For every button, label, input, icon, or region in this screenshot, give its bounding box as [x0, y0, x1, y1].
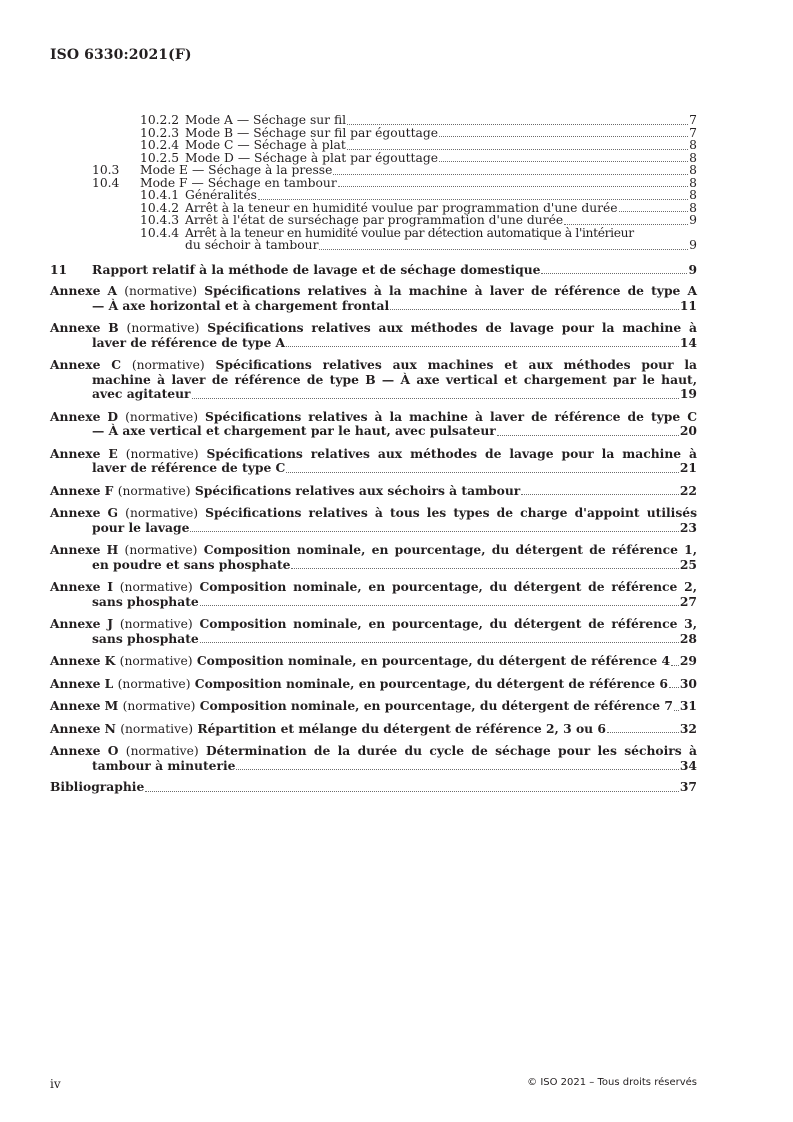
annex-label: Annexe H — [50, 542, 119, 557]
toc-entry-number: 10.4.4 — [140, 225, 180, 240]
toc-entry-title: Composition nominale, en pourcentage, du détergent de référence 7 — [199, 698, 673, 713]
annex-label: Annexe E — [50, 445, 118, 461]
toc-entry-page: 22 — [679, 482, 697, 498]
toc-entry-page: 14 — [679, 334, 697, 350]
toc-entry[interactable] — [50, 139, 697, 152]
dot-leader — [669, 687, 679, 688]
toc-entry-title: tambour à minuterie — [92, 757, 236, 773]
dot-leader — [347, 149, 688, 150]
toc-entry-title: — À axe vertical et chargement par le haut, avec pulsateur — [92, 423, 496, 438]
toc-entry-annex[interactable] — [50, 654, 697, 669]
toc-entry-annex[interactable] — [50, 543, 697, 572]
toc-entry-number: 10.4.3 — [140, 213, 180, 227]
toc-entry-annex[interactable] — [50, 447, 697, 476]
toc-entry-page: 11 — [679, 297, 697, 313]
copyright-notice: © ISO 2021 – Tous droits réservés — [527, 1077, 697, 1088]
toc-entry[interactable] — [50, 261, 697, 277]
toc-entry-title: Spécifications relatives à la machine à laver de référence de type C — [205, 408, 697, 424]
annex-list — [50, 284, 697, 773]
dot-leader — [190, 531, 678, 532]
toc-entry-title: Composition nominale, en pourcentage, du détergent de référence 6 — [194, 675, 668, 691]
toc-entry-title: machine à laver de référence de type B — À axe vertical et chargement par le haut, — [92, 371, 697, 387]
toc-entry-number: 10.3 — [92, 163, 120, 177]
toc-entry-title: Spécifications relatives aux séchoirs à tambour — [194, 482, 521, 498]
toc-entry-annex[interactable] — [50, 284, 697, 313]
annex-normative: (normative) — [119, 654, 193, 668]
annex-normative: (normative) — [131, 358, 205, 372]
table-of-contents — [50, 114, 697, 794]
dot-leader — [333, 174, 688, 175]
annex-normative: (normative) — [125, 744, 199, 758]
annex-normative: (normative) — [125, 409, 198, 424]
toc-entry-number: 10.2.5 — [140, 150, 180, 165]
toc-entry-annex[interactable] — [50, 484, 697, 499]
toc-entry-number: 10.2.2 — [140, 113, 180, 127]
toc-entry-title: Arrêt à la teneur en humidité voulue par programmation d'une durée — [185, 200, 618, 215]
annex-normative: (normative) — [124, 284, 198, 298]
toc-entry-page: 31 — [679, 698, 697, 713]
toc-entry-page: 8 — [689, 175, 697, 190]
toc-entry-page: 34 — [679, 757, 697, 773]
toc-entry-title: Composition nominale, en pourcentage, du détergent de référence 3, — [199, 616, 698, 631]
toc-entry-page: 21 — [679, 460, 697, 475]
dot-leader — [674, 710, 679, 711]
toc-entry-title: pour le lavage — [92, 519, 190, 535]
dot-leader — [521, 494, 679, 495]
toc-entry-title: Mode D — Séchage à plat par égouttage — [185, 150, 438, 165]
annex-normative: (normative) — [120, 721, 194, 736]
dot-leader — [258, 199, 688, 200]
toc-entry-title: en poudre et sans phosphate — [92, 556, 291, 572]
toc-entry-page: 37 — [679, 779, 697, 794]
toc-entry-page: 32 — [679, 720, 697, 736]
annex-label: Annexe D — [50, 408, 119, 424]
toc-entry-title: Mode A — Séchage sur fil — [185, 113, 347, 127]
annex-normative: (normative) — [125, 446, 199, 461]
toc-entry-page: 8 — [689, 163, 697, 177]
toc-entry-annex[interactable] — [50, 677, 697, 692]
toc-entry-annex[interactable] — [50, 410, 697, 439]
toc-entry[interactable] — [50, 189, 697, 202]
toc-entry[interactable] — [50, 227, 697, 240]
annex-normative: (normative) — [124, 543, 198, 557]
toc-entry-title: Composition nominale, en pourcentage, du détergent de référence 2, — [199, 579, 697, 594]
dot-leader — [319, 249, 688, 250]
annex-label: Annexe C — [50, 357, 121, 372]
dot-leader — [192, 398, 679, 399]
dot-leader — [619, 211, 689, 212]
toc-entry-title: du séchoir à tambour — [185, 238, 319, 252]
annex-label: Annexe J — [50, 616, 114, 631]
dot-leader — [607, 732, 679, 733]
toc-entry-title: Spécifications relatives à la machine à laver de référence de type A — [204, 283, 698, 298]
toc-entry-title: sans phosphate — [92, 630, 199, 646]
toc-entry-title: Composition nominale, en pourcentage, du détergent de référence 1, — [203, 542, 697, 557]
document-header: ISO 6330:2021(F) — [50, 47, 192, 63]
annex-normative: (normative) — [122, 699, 196, 713]
toc-entry-page: 28 — [679, 630, 697, 646]
toc-entry-annex[interactable] — [50, 744, 697, 773]
toc-entry-page: 23 — [679, 519, 697, 535]
toc-entry-title: — À axe horizontal et à chargement frontal — [92, 297, 390, 313]
dot-leader — [564, 224, 688, 225]
annex-label: Annexe G — [50, 505, 119, 520]
toc-entry-page: 25 — [679, 556, 697, 572]
dot-leader — [200, 605, 679, 606]
toc-entry-annex[interactable] — [50, 580, 697, 609]
dot-leader — [439, 161, 688, 162]
toc-entry-page: 9 — [689, 213, 697, 227]
toc-entry-number: 10.2.3 — [140, 125, 180, 140]
toc-entry-annex[interactable] — [50, 722, 697, 737]
toc-entry-page: 27 — [679, 593, 697, 609]
annex-label: Annexe M — [50, 698, 119, 713]
toc-entry-annex[interactable] — [50, 358, 697, 402]
toc-entry-number: 10.4 — [92, 175, 120, 190]
toc-entry-title: Généralités — [185, 188, 257, 202]
toc-entry-page: 8 — [689, 188, 697, 202]
toc-entry-annex[interactable] — [50, 699, 697, 714]
dot-leader — [338, 186, 688, 187]
toc-entry-title: Mode C — Séchage à plat — [185, 138, 346, 152]
annex-label: Annexe B — [50, 320, 119, 335]
annex-label: Annexe L — [50, 675, 114, 691]
dot-leader — [671, 665, 679, 666]
toc-entry-title: Arrêt à l'état de surséchage par programmation d'une durée — [185, 213, 564, 227]
toc-entry-title: Mode E — Séchage à la presse — [140, 163, 333, 177]
dot-leader — [497, 435, 679, 436]
dot-leader — [145, 791, 679, 792]
annex-normative: (normative) — [119, 580, 193, 594]
toc-entry-number: 10.4.1 — [140, 188, 180, 202]
toc-entry-title: Arrêt à la teneur en humidité voulue par détection automatique à l'intérieur — [185, 225, 634, 240]
toc-entry-page: 9 — [689, 238, 697, 252]
annex-normative: (normative) — [119, 617, 193, 631]
annex-label: Annexe A — [50, 283, 118, 298]
toc-entry-title: Mode F — Séchage en tambour — [140, 175, 337, 190]
annex-normative: (normative) — [117, 483, 191, 498]
toc-entry-page: 7 — [689, 125, 697, 140]
annex-label: Annexe N — [50, 720, 116, 736]
toc-entry-page: 8 — [689, 150, 697, 165]
toc-entry-title: Détermination de la durée du cycle de séchage pour les séchoirs à — [205, 743, 697, 758]
toc-entry[interactable] — [50, 214, 697, 227]
toc-entry-title: Mode B — Séchage sur fil par égouttage — [185, 125, 438, 140]
toc-entry-title: Répartition et mélange du détergent de référence 2, 3 ou 6 — [197, 720, 606, 736]
toc-entry-page: 29 — [679, 653, 697, 668]
toc-entry-title: Spécifications relatives aux méthodes de lavage pour la machine à — [207, 320, 698, 335]
toc-entry-title: avec agitateur — [92, 386, 191, 401]
toc-entry[interactable] — [50, 114, 697, 127]
annex-label: Annexe I — [50, 579, 113, 594]
dot-leader — [291, 568, 678, 569]
toc-entry-page: 30 — [679, 675, 697, 691]
toc-entry-bibliography[interactable] — [50, 781, 697, 794]
toc-entry-title: laver de référence de type C — [92, 460, 286, 475]
annex-label: Annexe F — [50, 482, 114, 498]
toc-entry-title: Spécifications relatives aux machines et aux méthodes pour la — [215, 357, 698, 372]
toc-entry-number: 11 — [50, 261, 68, 277]
toc-entry-number: 10.4.2 — [140, 200, 180, 215]
toc-entry-title: Rapport relatif à la méthode de lavage et de séchage domestique — [92, 261, 541, 277]
toc-entry-page: 9 — [688, 261, 697, 277]
page-number: iv — [50, 1077, 61, 1091]
annex-normative: (normative) — [125, 506, 199, 520]
toc-entry-number: 10.2.4 — [140, 138, 180, 152]
dot-leader — [390, 309, 679, 310]
toc-entry-annex[interactable] — [50, 617, 697, 646]
toc-entry-title: Spécifications relatives à tous les types de charge d'appoint utilisés — [205, 505, 698, 520]
toc-entry-title: sans phosphate — [92, 593, 199, 609]
toc-entry-page: 20 — [679, 423, 697, 438]
dot-leader — [200, 642, 679, 643]
toc-entry-title: Bibliographie — [50, 779, 145, 794]
toc-entry-page: 8 — [689, 138, 697, 152]
dot-leader — [439, 136, 688, 137]
dot-leader — [286, 346, 679, 347]
toc-entry[interactable] — [50, 164, 697, 177]
toc-entry-continuation[interactable] — [50, 239, 697, 252]
annex-label: Annexe K — [50, 653, 116, 668]
toc-entry-page: 8 — [689, 200, 697, 215]
dot-leader — [236, 769, 678, 770]
toc-entry-page: 19 — [679, 386, 697, 401]
toc-entry-page: 7 — [689, 113, 697, 127]
dot-leader — [347, 124, 688, 125]
toc-entry-title: Composition nominale, en pourcentage, du détergent de référence 4 — [196, 653, 670, 668]
dot-leader — [541, 273, 687, 274]
toc-entry-annex[interactable] — [50, 321, 697, 350]
toc-entry-annex[interactable] — [50, 506, 697, 535]
annex-normative: (normative) — [126, 321, 200, 335]
annex-normative: (normative) — [117, 676, 191, 691]
dot-leader — [286, 472, 679, 473]
annex-label: Annexe O — [50, 743, 119, 758]
toc-entry-title: laver de référence de type A — [92, 334, 286, 350]
toc-entry-title: Spécifications relatives aux méthodes de lavage pour la machine à — [206, 445, 698, 461]
